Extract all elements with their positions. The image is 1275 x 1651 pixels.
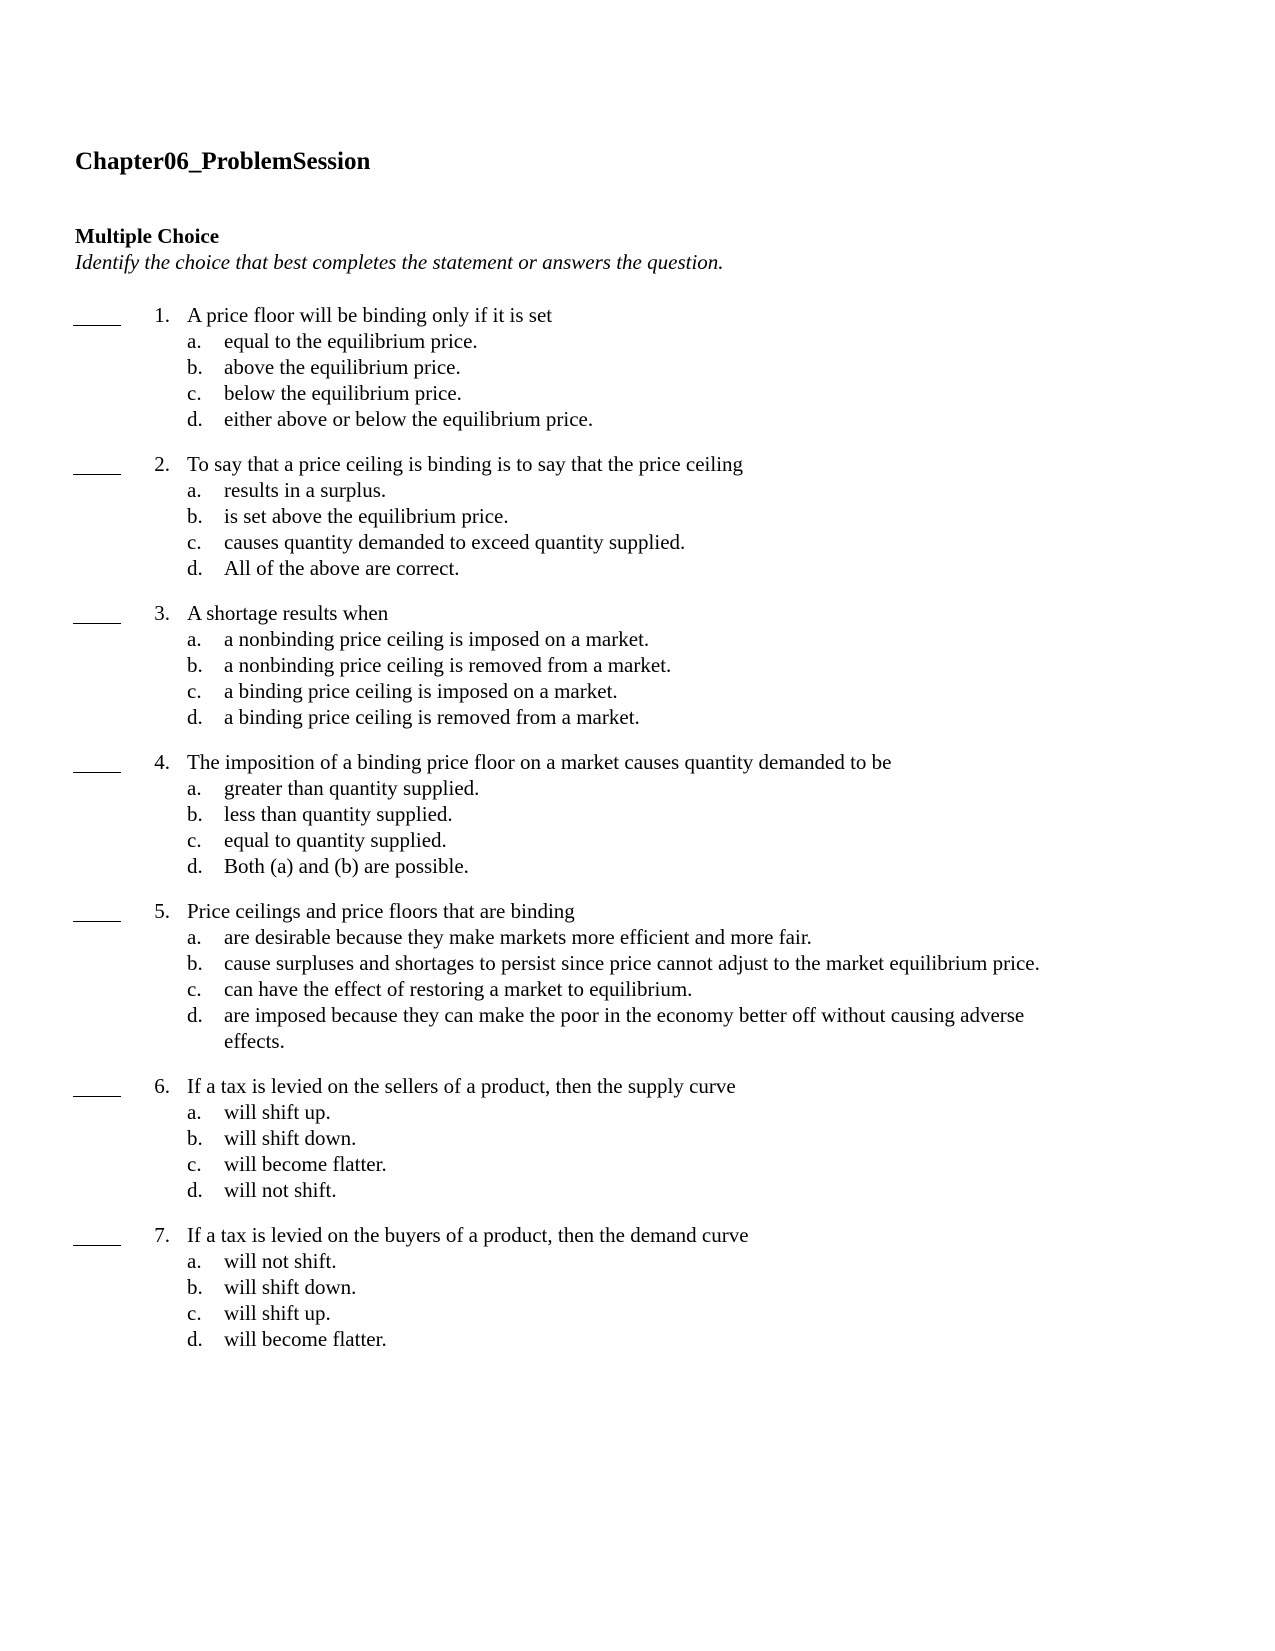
- question-2: [0, 451, 1275, 581]
- choice-text: will not shift.: [224, 1249, 337, 1273]
- choice-text: will not shift.: [224, 1178, 337, 1202]
- choice-letter: b.: [187, 1126, 203, 1150]
- choice-text: will shift up.: [224, 1100, 331, 1124]
- choice-letter: b.: [187, 355, 203, 379]
- choice-letter: c.: [187, 977, 202, 1001]
- choice-text: less than quantity supplied.: [224, 802, 453, 826]
- choice-letter: d.: [187, 854, 203, 878]
- question-stem: The imposition of a binding price floor on a market causes quantity demanded to be: [187, 750, 892, 774]
- question-stem: A shortage results when: [187, 601, 389, 625]
- answer-choice: [0, 1248, 1275, 1274]
- choice-letter: a.: [187, 329, 202, 353]
- choice-letter: d.: [187, 705, 203, 729]
- answer-choice: [0, 1177, 1275, 1203]
- answer-choice: [0, 354, 1275, 380]
- question-7: [0, 1222, 1275, 1352]
- answer-choice: [0, 1326, 1275, 1352]
- answer-choice: [0, 924, 1275, 950]
- choice-letter: d.: [187, 407, 203, 431]
- choice-letter: d.: [187, 1178, 203, 1202]
- answer-blank[interactable]: [73, 600, 121, 626]
- question-stem: A price floor will be binding only if it is set: [187, 303, 553, 327]
- answer-blank[interactable]: [73, 1222, 121, 1248]
- answer-choice: [0, 976, 1275, 1002]
- question-line: [0, 1073, 1275, 1099]
- choice-text: either above or below the equilibrium price.: [224, 407, 594, 431]
- question-line: [0, 600, 1275, 626]
- choice-letter: b.: [187, 653, 203, 677]
- question-stem: If a tax is levied on the buyers of a product, then the demand curve: [187, 1223, 749, 1247]
- choice-letter: b.: [187, 504, 203, 528]
- answer-choice: [0, 853, 1275, 879]
- choice-letter: a.: [187, 776, 202, 800]
- choice-letter: b.: [187, 802, 203, 826]
- answer-choice: [0, 1274, 1275, 1300]
- answer-choice: [0, 406, 1275, 432]
- choice-text: equal to the equilibrium price.: [224, 329, 478, 353]
- answer-choice: [0, 626, 1275, 652]
- answer-choice: [0, 380, 1275, 406]
- answer-choice: [0, 801, 1275, 827]
- choice-letter: a.: [187, 478, 202, 502]
- question-3: [0, 600, 1275, 730]
- question-number: 4.: [154, 750, 170, 774]
- choice-text: a nonbinding price ceiling is removed from a market.: [224, 653, 672, 677]
- question-line: [0, 451, 1275, 477]
- answer-choice: [0, 775, 1275, 801]
- answer-choice: [0, 652, 1275, 678]
- choice-letter: b.: [187, 951, 203, 975]
- choice-letter: c.: [187, 1301, 202, 1325]
- answer-choice: [0, 555, 1275, 581]
- choice-letter: d.: [187, 556, 203, 580]
- answer-choice: [0, 328, 1275, 354]
- choice-text: will shift down.: [224, 1126, 357, 1150]
- answer-blank[interactable]: [73, 898, 121, 924]
- answer-choice: [0, 1300, 1275, 1326]
- document-title: Chapter06_ProblemSession: [75, 148, 371, 175]
- choice-letter: a.: [187, 1100, 202, 1124]
- choice-text: a nonbinding price ceiling is imposed on a market.: [224, 627, 650, 651]
- section-heading: Multiple Choice: [75, 224, 220, 248]
- choice-text: equal to quantity supplied.: [224, 828, 447, 852]
- choice-letter: d.: [187, 1003, 203, 1027]
- answer-choice: [0, 704, 1275, 730]
- choice-text: a binding price ceiling is imposed on a market.: [224, 679, 618, 703]
- choice-text: below the equilibrium price.: [224, 381, 462, 405]
- answer-choice: [0, 529, 1275, 555]
- question-number: 2.: [154, 452, 170, 476]
- choice-letter: c.: [187, 381, 202, 405]
- question-5: [0, 898, 1275, 1054]
- choice-text: will become flatter.: [224, 1152, 387, 1176]
- answer-choice: [0, 1099, 1275, 1125]
- choice-letter: c.: [187, 679, 202, 703]
- question-number: 5.: [154, 899, 170, 923]
- choice-text: Both (a) and (b) are possible.: [224, 854, 469, 878]
- choice-text: causes quantity demanded to exceed quantity supplied.: [224, 530, 686, 554]
- answer-choice: [0, 1002, 1275, 1054]
- question-number: 7.: [154, 1223, 170, 1247]
- choice-text: cause surpluses and shortages to persist since price cannot adjust to the market equilibrium price.: [224, 951, 1040, 975]
- answer-blank[interactable]: [73, 451, 121, 477]
- choice-letter: c.: [187, 530, 202, 554]
- section-instructions: Identify the choice that best completes the statement or answers the question.: [75, 250, 724, 274]
- choice-text: will become flatter.: [224, 1327, 387, 1351]
- question-line: [0, 749, 1275, 775]
- choice-text: are imposed because they can make the poor in the economy better off without causing adverse effects.: [224, 1003, 1025, 1053]
- question-line: [0, 302, 1275, 328]
- question-line: [0, 1222, 1275, 1248]
- choice-text: are desirable because they make markets more efficient and more fair.: [224, 925, 812, 949]
- choice-letter: a.: [187, 925, 202, 949]
- answer-choice: [0, 503, 1275, 529]
- answer-blank[interactable]: [73, 1073, 121, 1099]
- answer-blank[interactable]: [73, 302, 121, 328]
- answer-choice: [0, 678, 1275, 704]
- choice-text: greater than quantity supplied.: [224, 776, 480, 800]
- question-number: 3.: [154, 601, 170, 625]
- choice-text: All of the above are correct.: [224, 556, 460, 580]
- choice-text: above the equilibrium price.: [224, 355, 461, 379]
- answer-choice: [0, 827, 1275, 853]
- answer-choice: [0, 1125, 1275, 1151]
- answer-choice: [0, 1151, 1275, 1177]
- choice-letter: c.: [187, 828, 202, 852]
- question-stem: Price ceilings and price floors that are binding: [187, 899, 575, 923]
- answer-blank[interactable]: [73, 749, 121, 775]
- question-4: [0, 749, 1275, 879]
- question-6: [0, 1073, 1275, 1203]
- choice-letter: c.: [187, 1152, 202, 1176]
- choice-letter: a.: [187, 1249, 202, 1273]
- choice-text: is set above the equilibrium price.: [224, 504, 509, 528]
- choice-text: will shift up.: [224, 1301, 331, 1325]
- answer-choice: [0, 950, 1275, 976]
- question-number: 1.: [154, 303, 170, 327]
- question-list: [0, 302, 1275, 1371]
- choice-text: results in a surplus.: [224, 478, 387, 502]
- choice-text: a binding price ceiling is removed from a market.: [224, 705, 640, 729]
- question-stem: If a tax is levied on the sellers of a product, then the supply curve: [187, 1074, 736, 1098]
- question-1: [0, 302, 1275, 432]
- choice-text: will shift down.: [224, 1275, 357, 1299]
- choice-letter: b.: [187, 1275, 203, 1299]
- question-stem: To say that a price ceiling is binding is to say that the price ceiling: [187, 452, 744, 476]
- question-number: 6.: [154, 1074, 170, 1098]
- answer-choice: [0, 477, 1275, 503]
- choice-letter: d.: [187, 1327, 203, 1351]
- question-line: [0, 898, 1275, 924]
- choice-text: can have the effect of restoring a market to equilibrium.: [224, 977, 693, 1001]
- choice-letter: a.: [187, 627, 202, 651]
